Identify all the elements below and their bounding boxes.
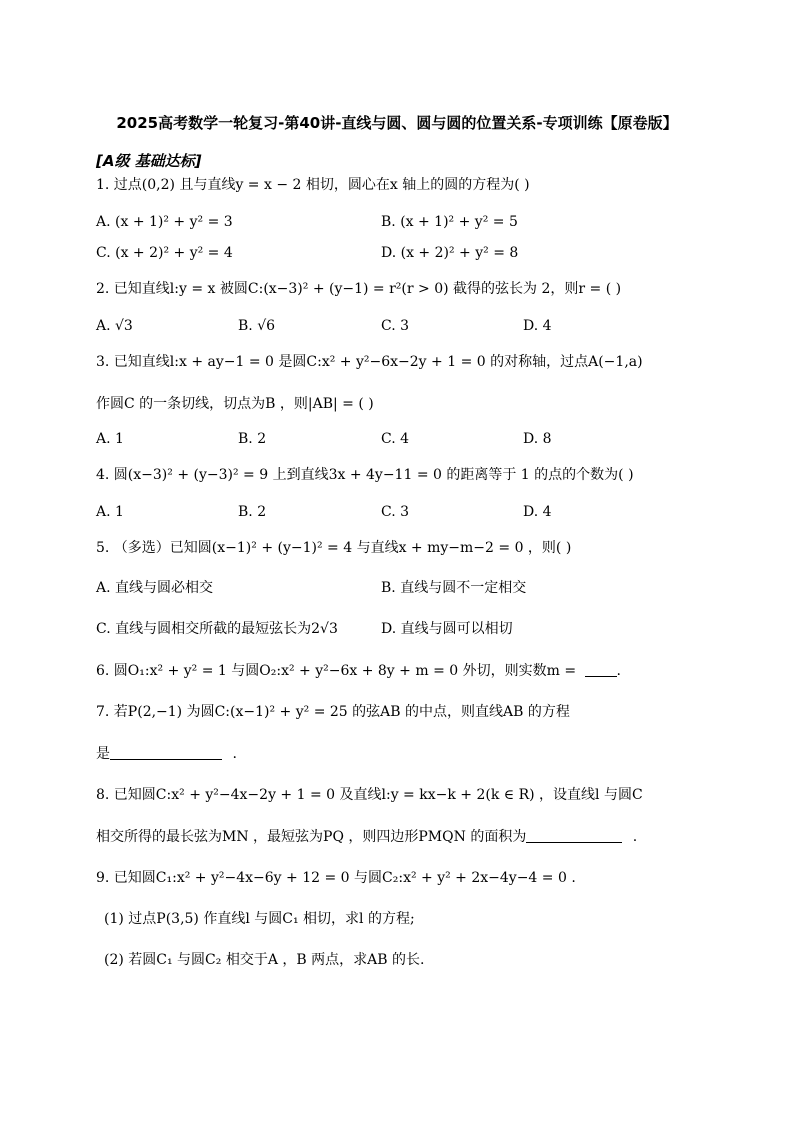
question-8-stem-line2	[96, 827, 637, 847]
question-3-option-c: C. 4	[381, 431, 410, 447]
question-7-period: .	[232, 746, 237, 762]
question-4-option-c: C. 3	[381, 504, 410, 520]
page-title: 2025高考数学一轮复习-第40讲-直线与圆、圆与圆的位置关系-专项训练【原卷版】	[116, 114, 678, 132]
question-2-option-c: C. 3	[381, 318, 410, 334]
question-5-option-d: D. 直线与圆可以相切	[381, 621, 513, 637]
question-3-option-b: B. 2	[238, 431, 267, 447]
question-4-option-a: A. 1	[96, 504, 124, 520]
question-1-option-d: D. (x + 2)² + y² = 8	[381, 245, 519, 261]
question-1-stem: 1. 过点(0,2) 且与直线y = x − 2 相切，圆心在x 轴上的圆的方程为( )	[96, 177, 530, 193]
question-8-stem-line1: 8. 已知圆C:x² + y²−4x−2y + 1 = 0 及直线l:y = kx−k + 2(k ∈ R) ，设直线l 与圆C	[96, 787, 643, 803]
question-3-option-a: A. 1	[96, 431, 124, 447]
question-4-stem: 4. 圆(x−3)² + (y−3)² = 9 上到直线3x + 4y−11 = 0 的距离等于 1 的点的个数为( )	[96, 467, 634, 483]
question-2-option-a: A. √3	[96, 318, 133, 334]
question-4-option-d: D. 4	[523, 504, 552, 520]
question-2-option-b: B. √6	[238, 318, 276, 334]
question-4-option-b: B. 2	[238, 504, 267, 520]
question-8-period: .	[632, 829, 638, 845]
question-7-stem-line2	[96, 744, 237, 764]
question-9-stem: 9. 已知圆C₁:x² + y²−4x−6y + 12 = 0 与圆C₂:x² + y² + 2x−4y−4 = 0 .	[96, 870, 576, 886]
section-heading: [A级 基础达标]	[96, 152, 202, 170]
question-8-text: 相交所得的最长弦为MN ，最短弦为PQ ，则四边形PMQN 的面积为	[96, 829, 527, 845]
question-5-option-c: C. 直线与圆相交所截的最短弦长为2√3	[96, 621, 338, 637]
question-7-answer-blank[interactable]	[110, 745, 222, 760]
question-6-answer-blank[interactable]	[585, 662, 617, 677]
question-3-option-d: D. 8	[523, 431, 552, 447]
question-1-option-a: A. (x + 1)² + y² = 3	[96, 214, 233, 230]
question-2-option-d: D. 4	[523, 318, 552, 334]
question-6-stem	[96, 661, 621, 681]
question-9-part-1: (1) 过点P(3,5) 作直线l 与圆C₁ 相切，求l 的方程;	[104, 911, 415, 927]
question-5-stem: 5. （多选）已知圆(x−1)² + (y−1)² = 4 与直线x + my−m−2 = 0 ，则( )	[96, 540, 572, 556]
question-9-part-2: (2) 若圆C₁ 与圆C₂ 相交于A ，B 两点，求AB 的长.	[104, 952, 425, 968]
question-6-text: 6. 圆O₁:x² + y² = 1 与圆O₂:x² + y²−6x + 8y + m = 0 外切，则实数m =	[96, 663, 577, 679]
question-5-option-b: B. 直线与圆不一定相交	[381, 580, 527, 596]
question-3-stem-line2: 作圆C 的一条切线，切点为B ，则|AB| = ( )	[96, 396, 374, 412]
question-1-option-b: B. (x + 1)² + y² = 5	[381, 214, 518, 230]
question-1-option-c: C. (x + 2)² + y² = 4	[96, 245, 233, 261]
question-2-stem: 2. 已知直线l:y = x 被圆C:(x−3)² + (y−1) = r²(r > 0) 截得的弦长为 2，则r = ( )	[96, 281, 622, 297]
question-5-option-a: A. 直线与圆必相交	[96, 580, 214, 596]
question-7-text: 是	[96, 746, 110, 762]
question-3-stem-line1: 3. 已知直线l:x + ay−1 = 0 是圆C:x² + y²−6x−2y + 1 = 0 的对称轴，过点A(−1,a)	[96, 354, 643, 370]
question-8-answer-blank[interactable]	[526, 828, 622, 843]
question-7-stem-line1: 7. 若P(2,−1) 为圆C:(x−1)² + y² = 25 的弦AB 的中点，则直线AB 的方程	[96, 704, 570, 720]
question-6-period: .	[616, 663, 621, 679]
